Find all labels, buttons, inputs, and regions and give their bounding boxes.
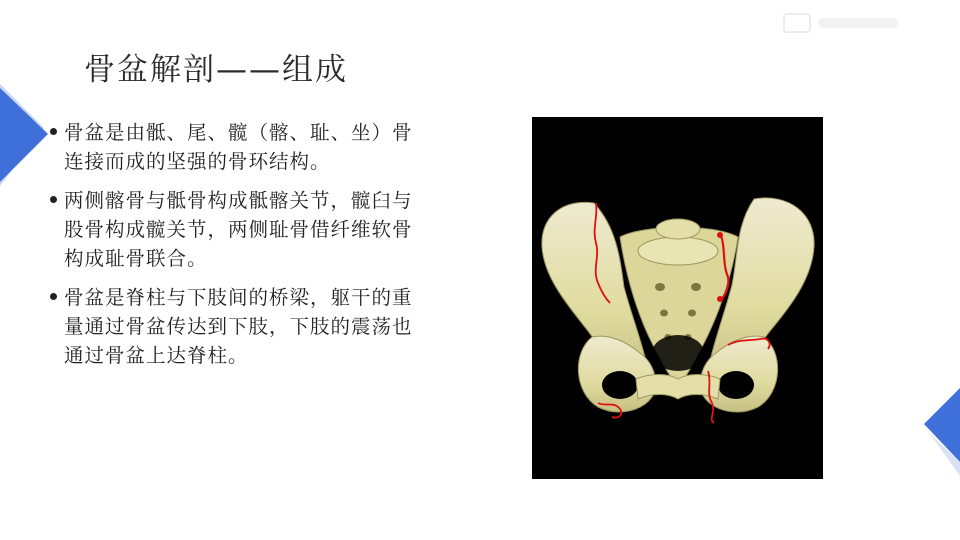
bullet-item — [48, 118, 418, 176]
bullet-text: 骨盆是脊柱与下肢间的桥梁，躯干的重量通过骨盆传达到下肢，下肢的震荡也通过骨盆上达脊柱。 — [64, 286, 413, 367]
pelvis-illustration-icon — [532, 117, 823, 479]
bullet-item — [48, 186, 418, 273]
bullet-dot-icon — [50, 293, 57, 300]
bullet-text: 骨盆是由骶、尾、髋（髂、耻、坐）骨连接而成的坚强的骨环结构。 — [64, 121, 413, 173]
watermark-logo — [780, 8, 910, 38]
bullet-list — [48, 118, 418, 380]
right-accent-triangle — [920, 388, 960, 478]
bullet-dot-icon — [50, 196, 57, 203]
slide-title: 骨盆解剖——组成 — [84, 52, 348, 88]
pelvis-image — [532, 117, 823, 479]
bullet-text: 两侧髂骨与骶骨构成骶髂关节，髋臼与股骨构成髋关节，两侧耻骨借纤维软骨构成耻骨联合。 — [64, 189, 413, 270]
bullet-item — [48, 283, 418, 370]
bullet-dot-icon — [50, 128, 57, 135]
